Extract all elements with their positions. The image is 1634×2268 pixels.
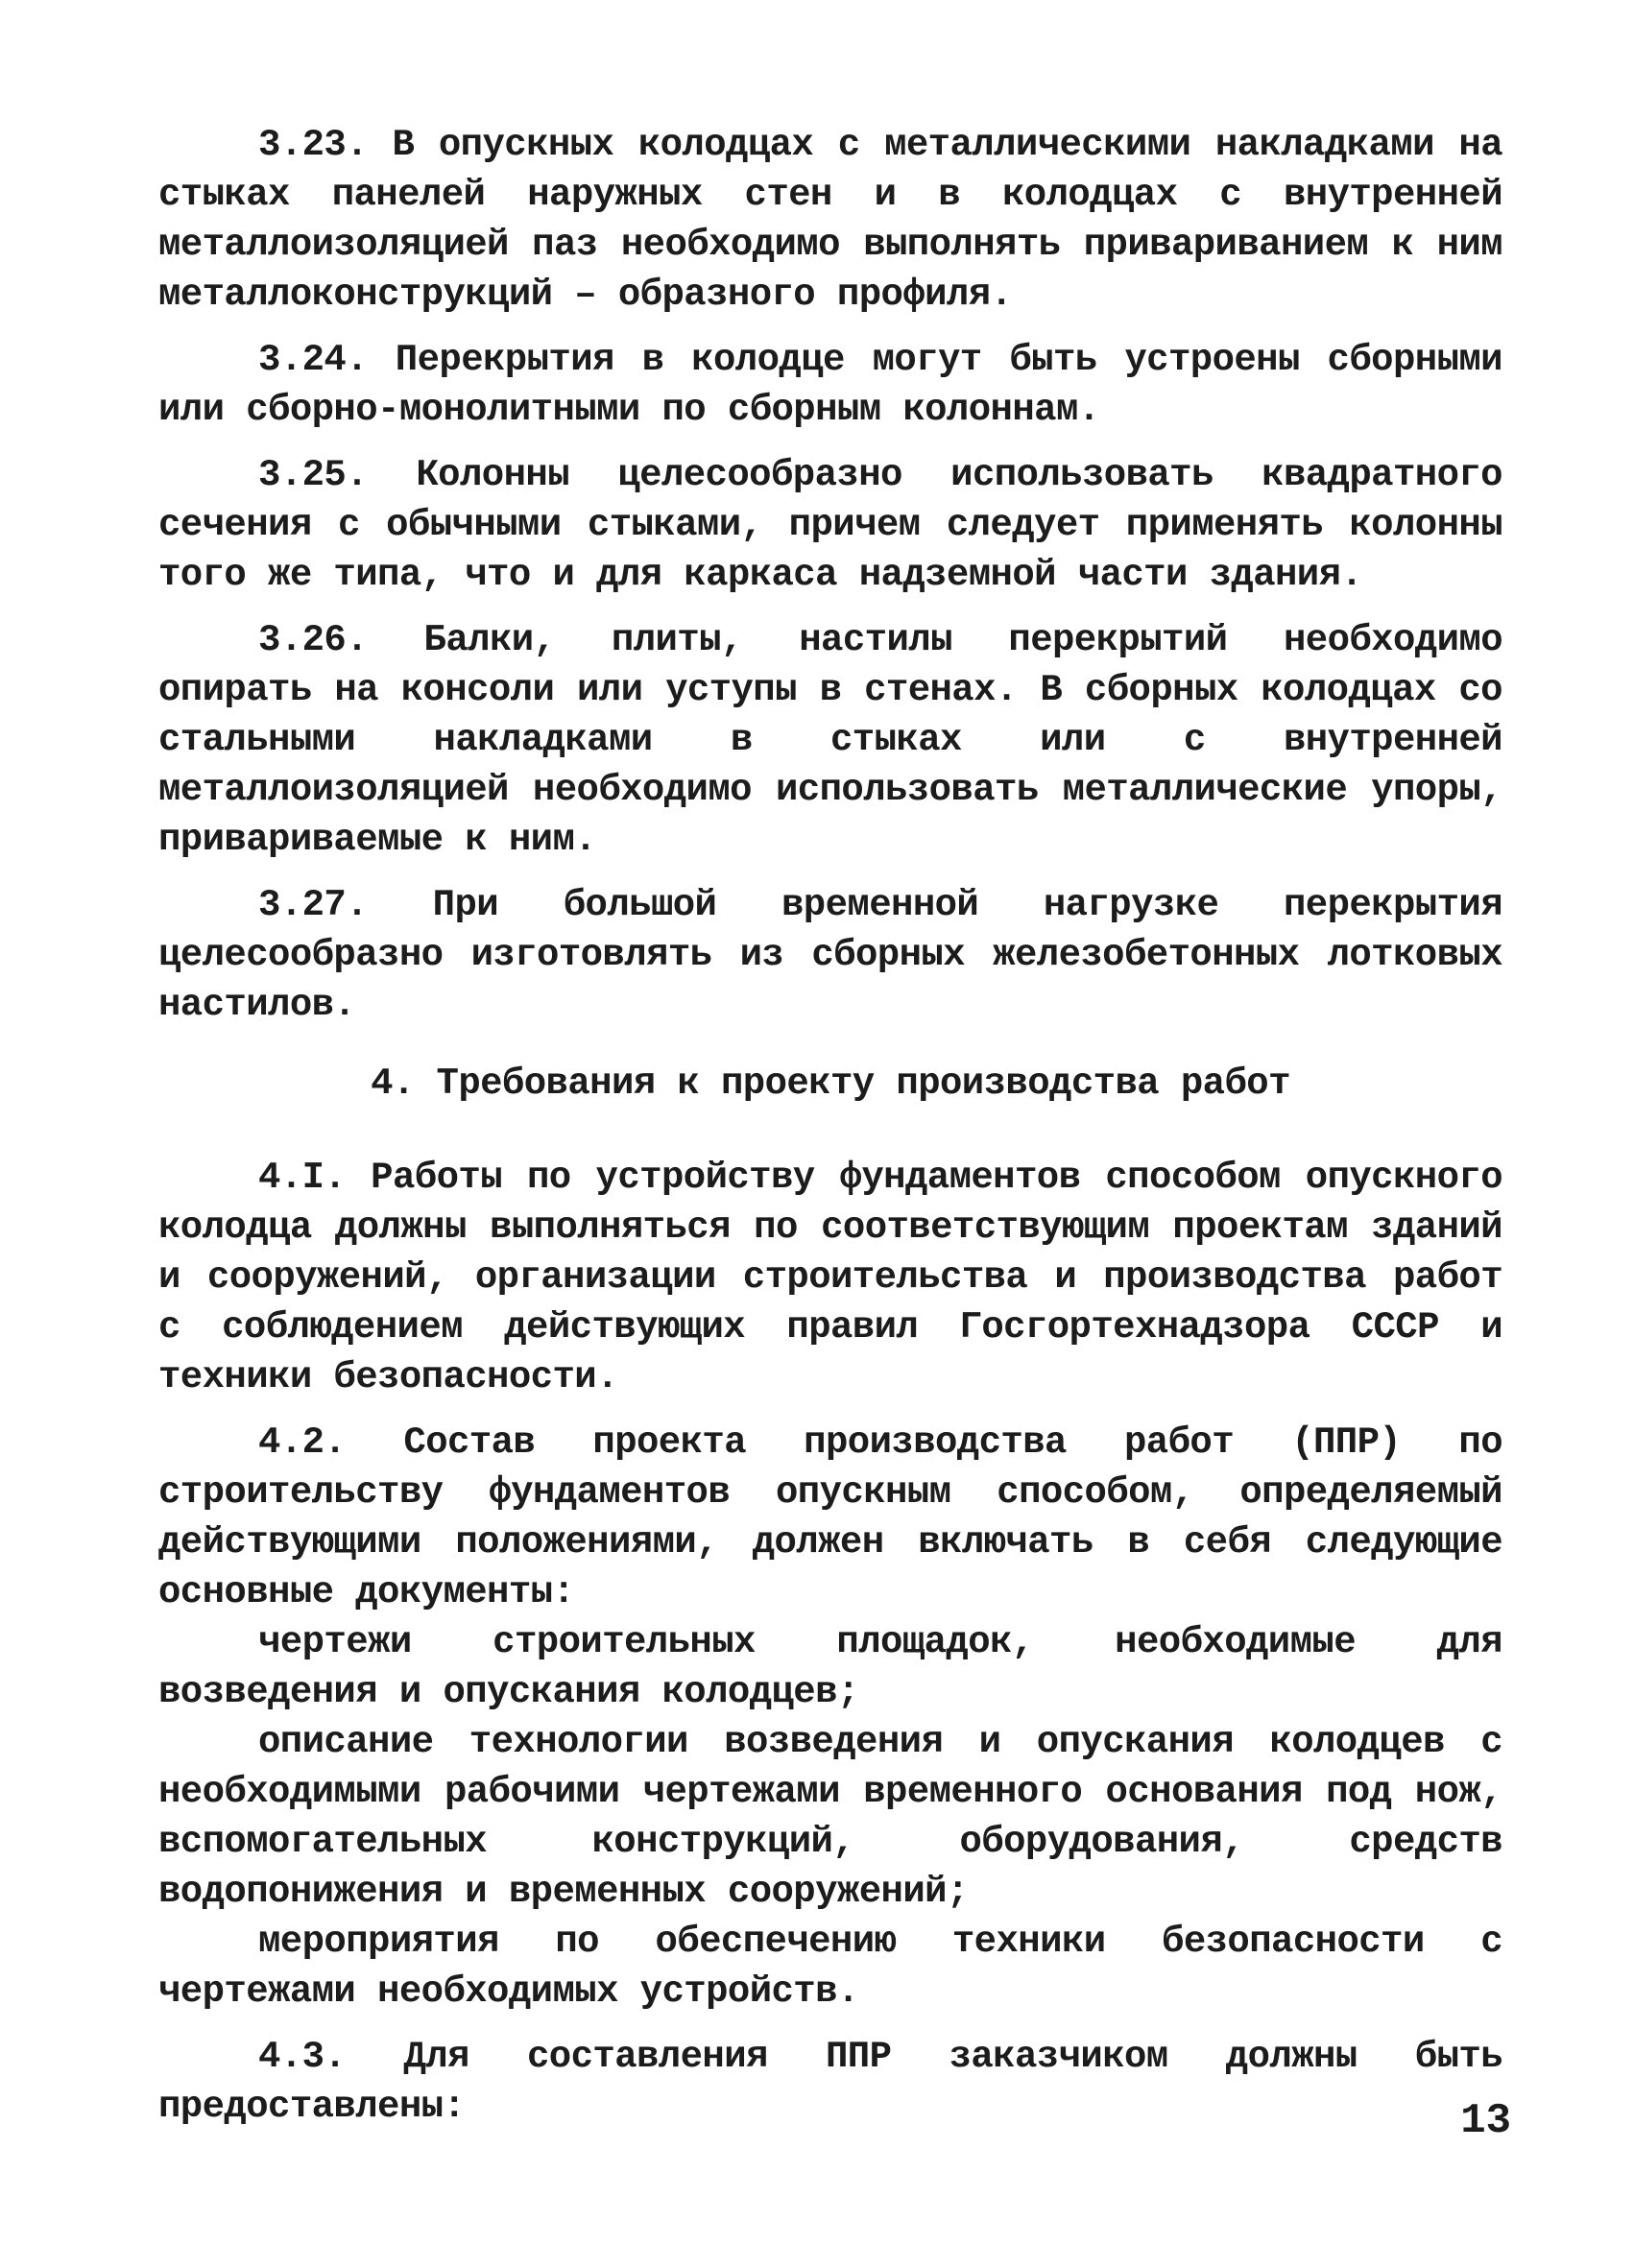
list-item-safety: мероприятия по обеспечению техники безопасности с чертежами необходимых устройств. — [158, 1921, 1502, 2013]
page-number: 13 — [1460, 2097, 1511, 2145]
paragraph-3-24: 3.24. Перекрытия в колодце могут быть устроены сборными или сборно-монолитными по сборным колоннам. — [158, 339, 1502, 431]
document-body — [158, 120, 1502, 2147]
list-item-drawings: чертежи строительных площадок, необходимые для возведения и опускания колодцев; — [158, 1621, 1502, 1713]
paragraph-3-23: 3.23. В опускных колодцах с металлическими накладками на стыках панелей наружных стен и в колодцах с внутренней металлоизоляцией паз необходимо выполнять привариванием к ним металлоконструкций – образного профиля. — [158, 124, 1502, 316]
paragraph-3-25: 3.25. Колонны целесообразно использовать квадратного сечения с обычными стыками, причем следует применять колонны того же типа, что и для каркаса надземной части здания. — [158, 454, 1502, 596]
paragraph-4-3: 4.3. Для составления ППР заказчиком должны быть предоставлены: — [158, 2036, 1502, 2128]
paragraph-3-27: 3.27. При большой временной нагрузке перекрытия целесообразно изготовлять из сборных железобетонных лотковых настилов. — [158, 884, 1502, 1026]
section-4-heading: 4. Требования к проекту производства работ — [371, 1062, 1290, 1105]
list-item-technology: описание технологии возведения и опускания колодцев с необходимыми рабочими чертежами временного основания под нож, вспомогательных конструкций, оборудования, средств водопонижения и временных сооружений; — [158, 1721, 1502, 1913]
paragraph-3-26: 3.26. Балки, плиты, настилы перекрытий необходимо опирать на консоли или уступы в стенах. В сборных колодцах со стальными накладками в стыках или с внутренней металлоизоляцией необходимо использовать металлические упоры, привариваемые к ним. — [158, 619, 1502, 861]
paragraph-4-1: 4.I. Работы по устройству фундаментов способом опускного колодца должны выполняться по соответствующим проектам зданий и сооружений, организации строительства и производства работ с соблюдением действующих правил Госгортехнадзора СССР и техники безопасности. — [158, 1157, 1502, 1398]
paragraph-4-2: 4.2. Состав проекта производства работ (ППР) по строительству фундаментов опускным способом, определяемый действующими положениями, должен включать в себя следующие основные документы: — [158, 1421, 1502, 1613]
